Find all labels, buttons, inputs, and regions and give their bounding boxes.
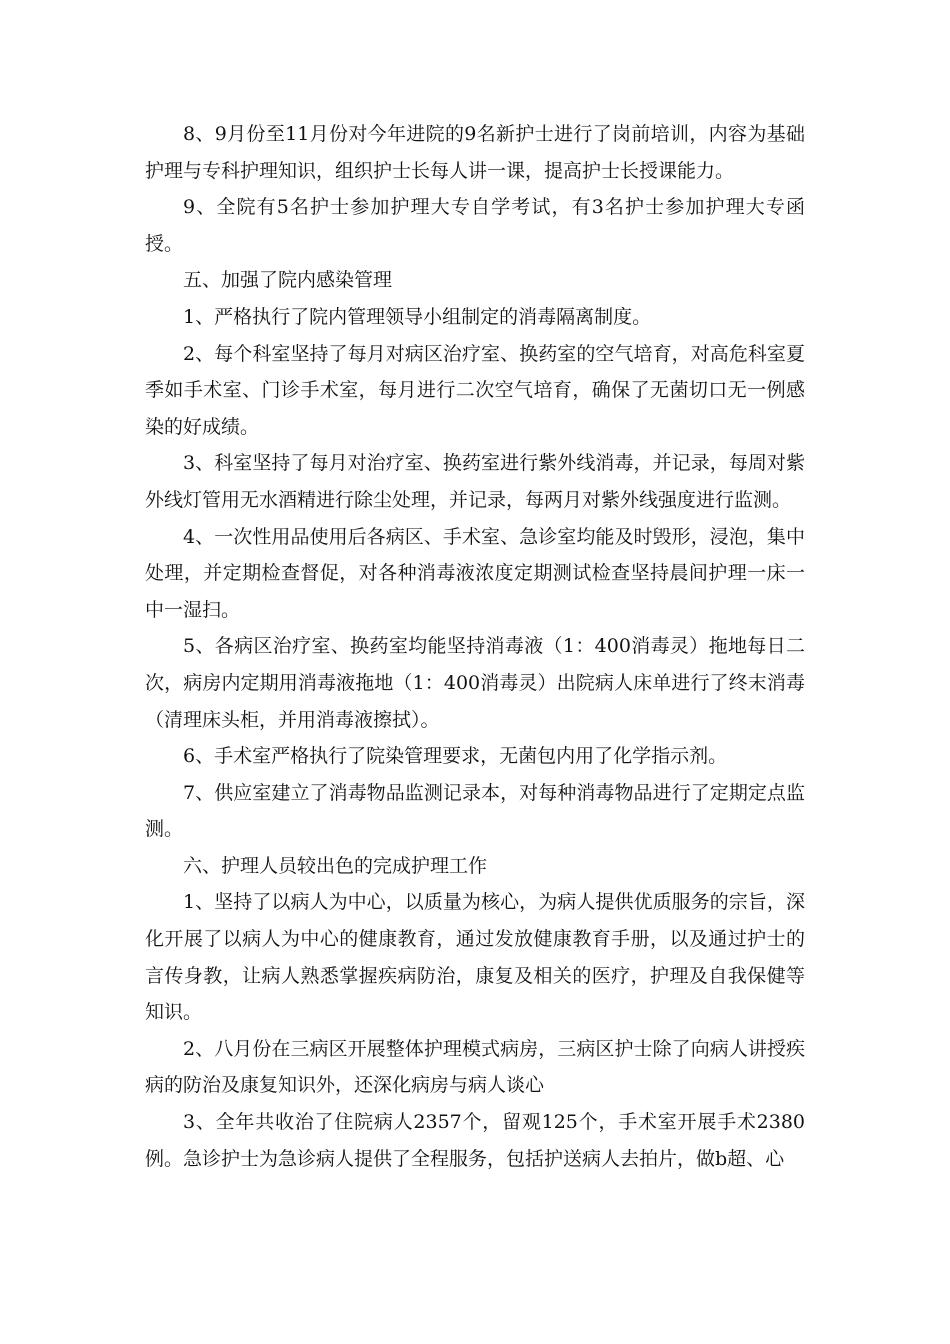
paragraph-nursing-2: 2、八月份在三病区开展整体护理模式病房，三病区护士除了向病人讲授疾病的防治及康复知识外，还深化病房与病人谈心: [145, 1037, 805, 1097]
paragraph-infection-6: 6、手术室严格执行了院染管理要求，无菌包内用了化学指示剂。: [183, 745, 728, 768]
paragraph-infection-2: 2、每个科室坚持了每月对病区治疗室、换药室的空气培育，对高危科室夏季如手术室、门诊手术室，每月进行二次空气培育，确保了无菌切口无一例感染的好成绩。: [145, 342, 805, 438]
paragraph-nursing-3: 3、全年共收治了住院病人2357个，留观125个，手术室开展手术2380例。急诊护士为急诊病人提供了全程服务，包括护送病人去拍片，做b超、心: [145, 1111, 805, 1170]
section-heading-nursing-work: 六、护理人员较出色的完成护理工作: [183, 854, 488, 877]
paragraph-item-9-education: 9、全院有5名护士参加护理大专自学考试，有3名护士参加护理大专函授。: [145, 196, 805, 255]
paragraph-infection-7: 7、供应室建立了消毒物品监测记录本，对每种消毒物品进行了定期定点监测。: [145, 781, 805, 841]
paragraph-item-8-training: 8、9月份至11月份对今年进院的9名新护士进行了岗前培训，内容为基础护理与专科护理知识，组织护士长每人讲一课，提高护士长授课能力。: [145, 123, 805, 182]
section-heading-infection-control: 五、加强了院内感染管理: [183, 269, 393, 292]
paragraph-infection-3: 3、科室坚持了每月对治疗室、换药室进行紫外线消毒，并记录，每周对紫外线灯管用无水酒精进行除尘处理，并记录，每两月对紫外线强度进行监测。: [145, 452, 805, 511]
document-body: [145, 116, 805, 1177]
paragraph-infection-5: 5、各病区治疗室、换药室均能坚持消毒液（1：400消毒灵）拖地每日二次，病房内定期用消毒液拖地（1：400消毒灵）出院病人床单进行了终末消毒（清理床头柜，并用消毒液擦拭）。: [145, 635, 805, 731]
paragraph-infection-1: 1、严格执行了院内管理领导小组制定的消毒隔离制度。: [183, 305, 652, 328]
paragraph-infection-4: 4、一次性用品使用后各病区、手术室、急诊室均能及时毁形，浸泡，集中处理，并定期检查督促，对各种消毒液浓度定期测试检查坚持晨间护理一床一中一湿扫。: [145, 525, 805, 621]
paragraph-nursing-1: 1、坚持了以病人为中心，以质量为核心，为病人提供优质服务的宗旨，深化开展了以病人为中心的健康教育，通过发放健康教育手册，以及通过护士的言传身教，让病人熟悉掌握疾病防治，康复及相关的医疗，护理及自我保健等知识。: [145, 891, 805, 1024]
